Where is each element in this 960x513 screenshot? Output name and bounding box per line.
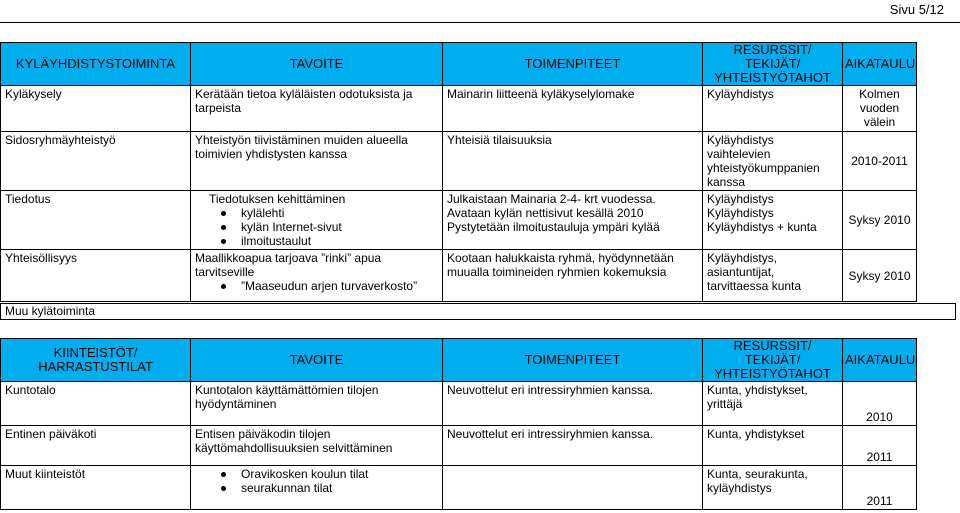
list-item: Oravikosken koulun tilat: [195, 467, 438, 481]
row-area: Kyläkysely: [1, 86, 191, 132]
table-row: [1, 466, 917, 510]
village-association-table: [0, 42, 917, 302]
row-area: Kuntotalo: [1, 382, 191, 426]
header-resources: RESURSSIT/ TEKIJÄT/ YHTEISTYÖTAHOT: [703, 43, 843, 86]
goal-text: Tiedotuksen kehittäminen: [209, 192, 346, 206]
header-area: KIINTEISTÖT/ HARRASTUSTILAT: [1, 339, 191, 382]
row-goal: Yhteistyön tiivistäminen muiden alueella toimivien yhdistysten kanssa: [191, 132, 443, 191]
row-action: Kootaan halukkaista ryhmä, hyödynnetään muualla toimineiden ryhmien kokemuksia: [443, 250, 703, 302]
header-goal: TAVOITE: [191, 339, 443, 382]
row-area: Entinen päiväkoti: [1, 426, 191, 466]
goal-list: [195, 279, 438, 293]
header-resources: RESURSSIT/ TEKIJÄT/ YHTEISTYÖTAHOT: [703, 339, 843, 382]
row-schedule: Syksy 2010: [843, 191, 917, 250]
row-action: Mainarin liitteenä kyläkyselylomake: [443, 86, 703, 132]
row-resources: Kunta, seurakunta, kyläyhdistys: [703, 466, 843, 510]
header-schedule: AIKATAULU: [843, 339, 917, 382]
row-goal: [191, 191, 443, 250]
row-resources: Kyläyhdistys: [703, 86, 843, 132]
header-area: KYLÄYHDISTYSTOIMINTA: [1, 43, 191, 86]
list-item: kylälehti: [195, 206, 438, 220]
header-goal: TAVOITE: [191, 43, 443, 86]
row-action: Yhteisiä tilaisuuksia: [443, 132, 703, 191]
row-schedule: Syksy 2010: [843, 250, 917, 302]
table-row: [1, 191, 917, 250]
header-actions: TOIMENPITEET: [443, 339, 703, 382]
table-row: [1, 132, 917, 191]
table-row: [1, 250, 917, 302]
resource-line: Kyläyhdistys + kunta: [707, 220, 817, 234]
goal-list: [195, 467, 438, 495]
row-resources: Kyläyhdistys vaihtelevien yhteistyökumppanien kanssa: [703, 132, 843, 191]
row-action: Neuvottelut eri intressiryhmien kanssa.: [443, 382, 703, 426]
row-goal: [191, 466, 443, 510]
row-action: [443, 466, 703, 510]
row-resources: [703, 191, 843, 250]
header-schedule: AIKATAULU: [843, 43, 917, 86]
goal-text: Maallikkoapua tarjoava ”rinki” apua tarvitseville: [195, 251, 382, 279]
header-rule: [0, 22, 960, 23]
row-schedule: 2011: [843, 426, 917, 466]
page-number: Sivu 5/12: [889, 2, 944, 17]
row-goal: Kuntotalon käyttämättömien tilojen hyödyntäminen: [191, 382, 443, 426]
list-item: ”Maaseudun arjen turvaverkosto”: [195, 279, 438, 293]
goal-list: [195, 206, 438, 248]
row-schedule: Kolmen vuoden välein: [843, 86, 917, 132]
row-action: Neuvottelut eri intressiryhmien kanssa.: [443, 426, 703, 466]
row-resources: Kunta, yhdistykset, yrittäjä: [703, 382, 843, 426]
list-item: seurakunnan tilat: [195, 481, 438, 495]
list-item: kylän Internet-sivut: [195, 220, 438, 234]
row-schedule: 2010-2011: [843, 132, 917, 191]
row-schedule: 2011: [843, 466, 917, 510]
table-row: [1, 426, 917, 466]
table-row: [1, 86, 917, 132]
row-action: Julkaistaan Mainaria 2-4- krt vuodessa. Avataan kylän nettisivut kesällä 2010 Pystytetään ilmoitustauluja ympäri kylää: [443, 191, 703, 250]
row-goal: [191, 250, 443, 302]
table-row: [1, 382, 917, 426]
resource-line: Kyläyhdistys: [707, 206, 774, 220]
properties-table: [0, 338, 917, 510]
row-area: Tiedotus: [1, 191, 191, 250]
row-resources: Kunta, yhdistykset: [703, 426, 843, 466]
row-goal: Entisen päiväkodin tilojen käyttömahdollisuuksien selvittäminen: [191, 426, 443, 466]
header-actions: TOIMENPITEET: [443, 43, 703, 86]
row-area: Muut kiinteistöt: [1, 466, 191, 510]
row-goal: Kerätään tietoa kyläläisten odotuksista ja tarpeista: [191, 86, 443, 132]
list-item: ilmoitustaulut: [195, 234, 438, 248]
section-other-activities: Muu kylätoiminta: [0, 303, 956, 320]
resource-line: Kyläyhdistys: [707, 192, 774, 206]
row-area: Yhteisöllisyys: [1, 250, 191, 302]
row-resources: Kyläyhdistys, asiantuntijat, tarvittaessa kunta: [703, 250, 843, 302]
row-schedule: 2010: [843, 382, 917, 426]
row-area: Sidosryhmäyhteistyö: [1, 132, 191, 191]
